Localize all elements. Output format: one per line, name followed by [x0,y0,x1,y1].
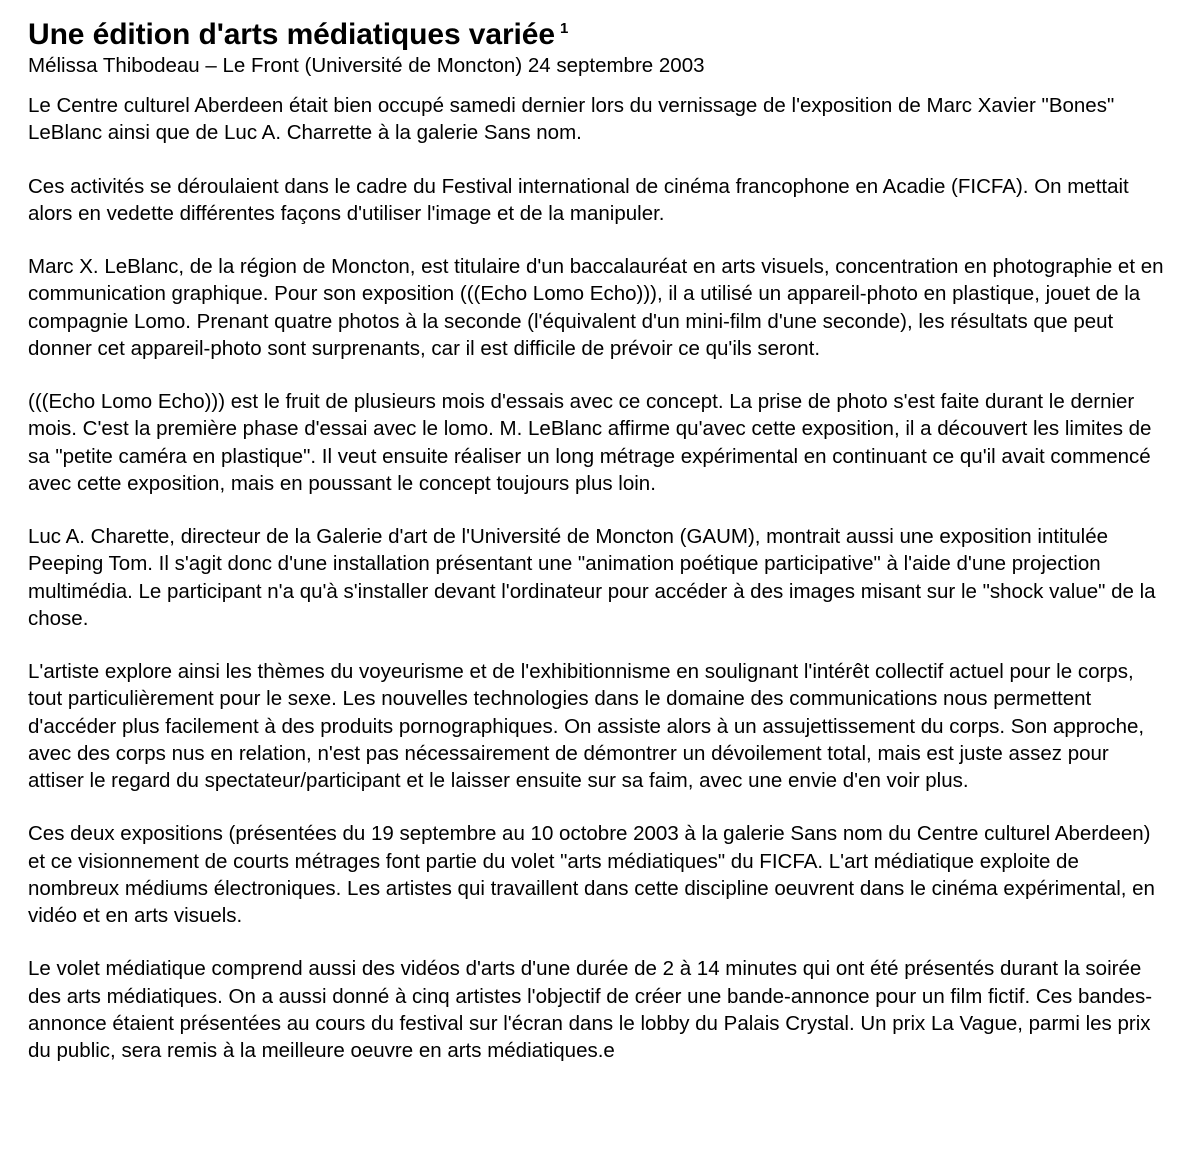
body-paragraph: L'artiste explore ainsi les thèmes du voyeurisme et de l'exhibitionnisme en soulignant l'intérêt collectif actuel pour le corps, tout particulièrement pour le sexe. Les nouvelles technologies dans le domaine des communications nous permettent d'accéder plus facilement à des produits pornographiques. On assiste alors à un assujettissement du corps. Son approche, avec des corps nus en relation, n'est pas nécessairement de démontrer un dévoilement total, mais est juste assez pour attiser le regard du spectateur/participant et le laisser ensuite sur sa faim, avec une envie d'en voir plus. [28,660,1145,793]
page-title [28,18,1170,52]
body-paragraph: Luc A. Charette, directeur de la Galerie d'art de l'Université de Moncton (GAUM), montrait aussi une exposition intitulée Peeping Tom. Il s'agit donc d'une installation présentant une "animation poétique participative" à l'aide d'une projection multimédia. Le participant n'a qu'à s'installer devant l'ordinateur pour accéder à des images misant sur le "shock value" de la chose. [28,525,1156,630]
body-paragraph: Ces deux expositions (présentées du 19 septembre au 10 octobre 2003 à la galerie Sans nom du Centre culturel Aberdeen) et ce visionnement de courts métrages font partie du volet "arts médiatiques" du FICFA. L'art médiatique exploite de nombreux médiums électroniques. Les artistes qui travaillent dans cette discipline oeuvrent dans le cinéma expérimental, en vidéo et en arts visuels. [28,822,1155,928]
footnote-reference-marker: 1 [559,20,569,37]
article-byline: Mélissa Thibodeau – Le Front (Université de Moncton) 24 septembre 2003 [28,53,705,77]
body-paragraph: Ces activités se déroulaient dans le cadre du Festival international de cinéma francophone en Acadie (FICFA). On mettait alors en vedette différentes façons d'utiliser l'image et de la manipuler. [28,174,1129,225]
page-title-text: Une édition d'arts médiatiques variée [28,18,555,51]
body-paragraph: Le volet médiatique comprend aussi des vidéos d'arts d'une durée de 2 à 14 minutes qui ont été présentés durant la soirée des arts médiatiques. On a aussi donné à cinq artistes l'objectif de créer une bande-annonce pour un film fictif. Ces bandes-annonce étaient présentées au cours du festival sur l'écran dans le lobby du Palais Crystal. Un prix La Vague, parmi les prix du public, sera remis à la meilleure oeuvre en arts médiatiques.e [28,957,1153,1063]
body-paragraph: Marc X. LeBlanc, de la région de Moncton, est titulaire d'un baccalauréat en arts visuels, concentration en photographie et en communication graphique. Pour son exposition (((Echo Lomo Echo))), il a utilisé un appareil-photo en plastique, jouet de la compagnie Lomo. Prenant quatre photos à la seconde (l'équivalent d'un mini-film d'une seconde), les résultats que peut donner cet appareil-photo sont surprenants, car il est difficile de prévoir ce qu'ils seront. [28,255,1164,360]
body-paragraph: (((Echo Lomo Echo))) est le fruit de plusieurs mois d'essais avec ce concept. La prise de photo s'est faite durant le dernier mois. C'est la première phase d'essai avec le lomo. M. LeBlanc affirme qu'avec cette exposition, il a découvert les limites de sa "petite caméra en plastique". Il veut ensuite réaliser un long métrage expérimental en continuant ce qu'il avait commencé avec cette exposition, mais en poussant le concept toujours plus loin. [28,390,1152,495]
body-paragraph: Le Centre culturel Aberdeen était bien occupé samedi dernier lors du vernissage de l'exposition de Marc Xavier "Bones" LeBlanc ainsi que de Luc A. Charrette à la galerie Sans nom. [28,94,1115,145]
